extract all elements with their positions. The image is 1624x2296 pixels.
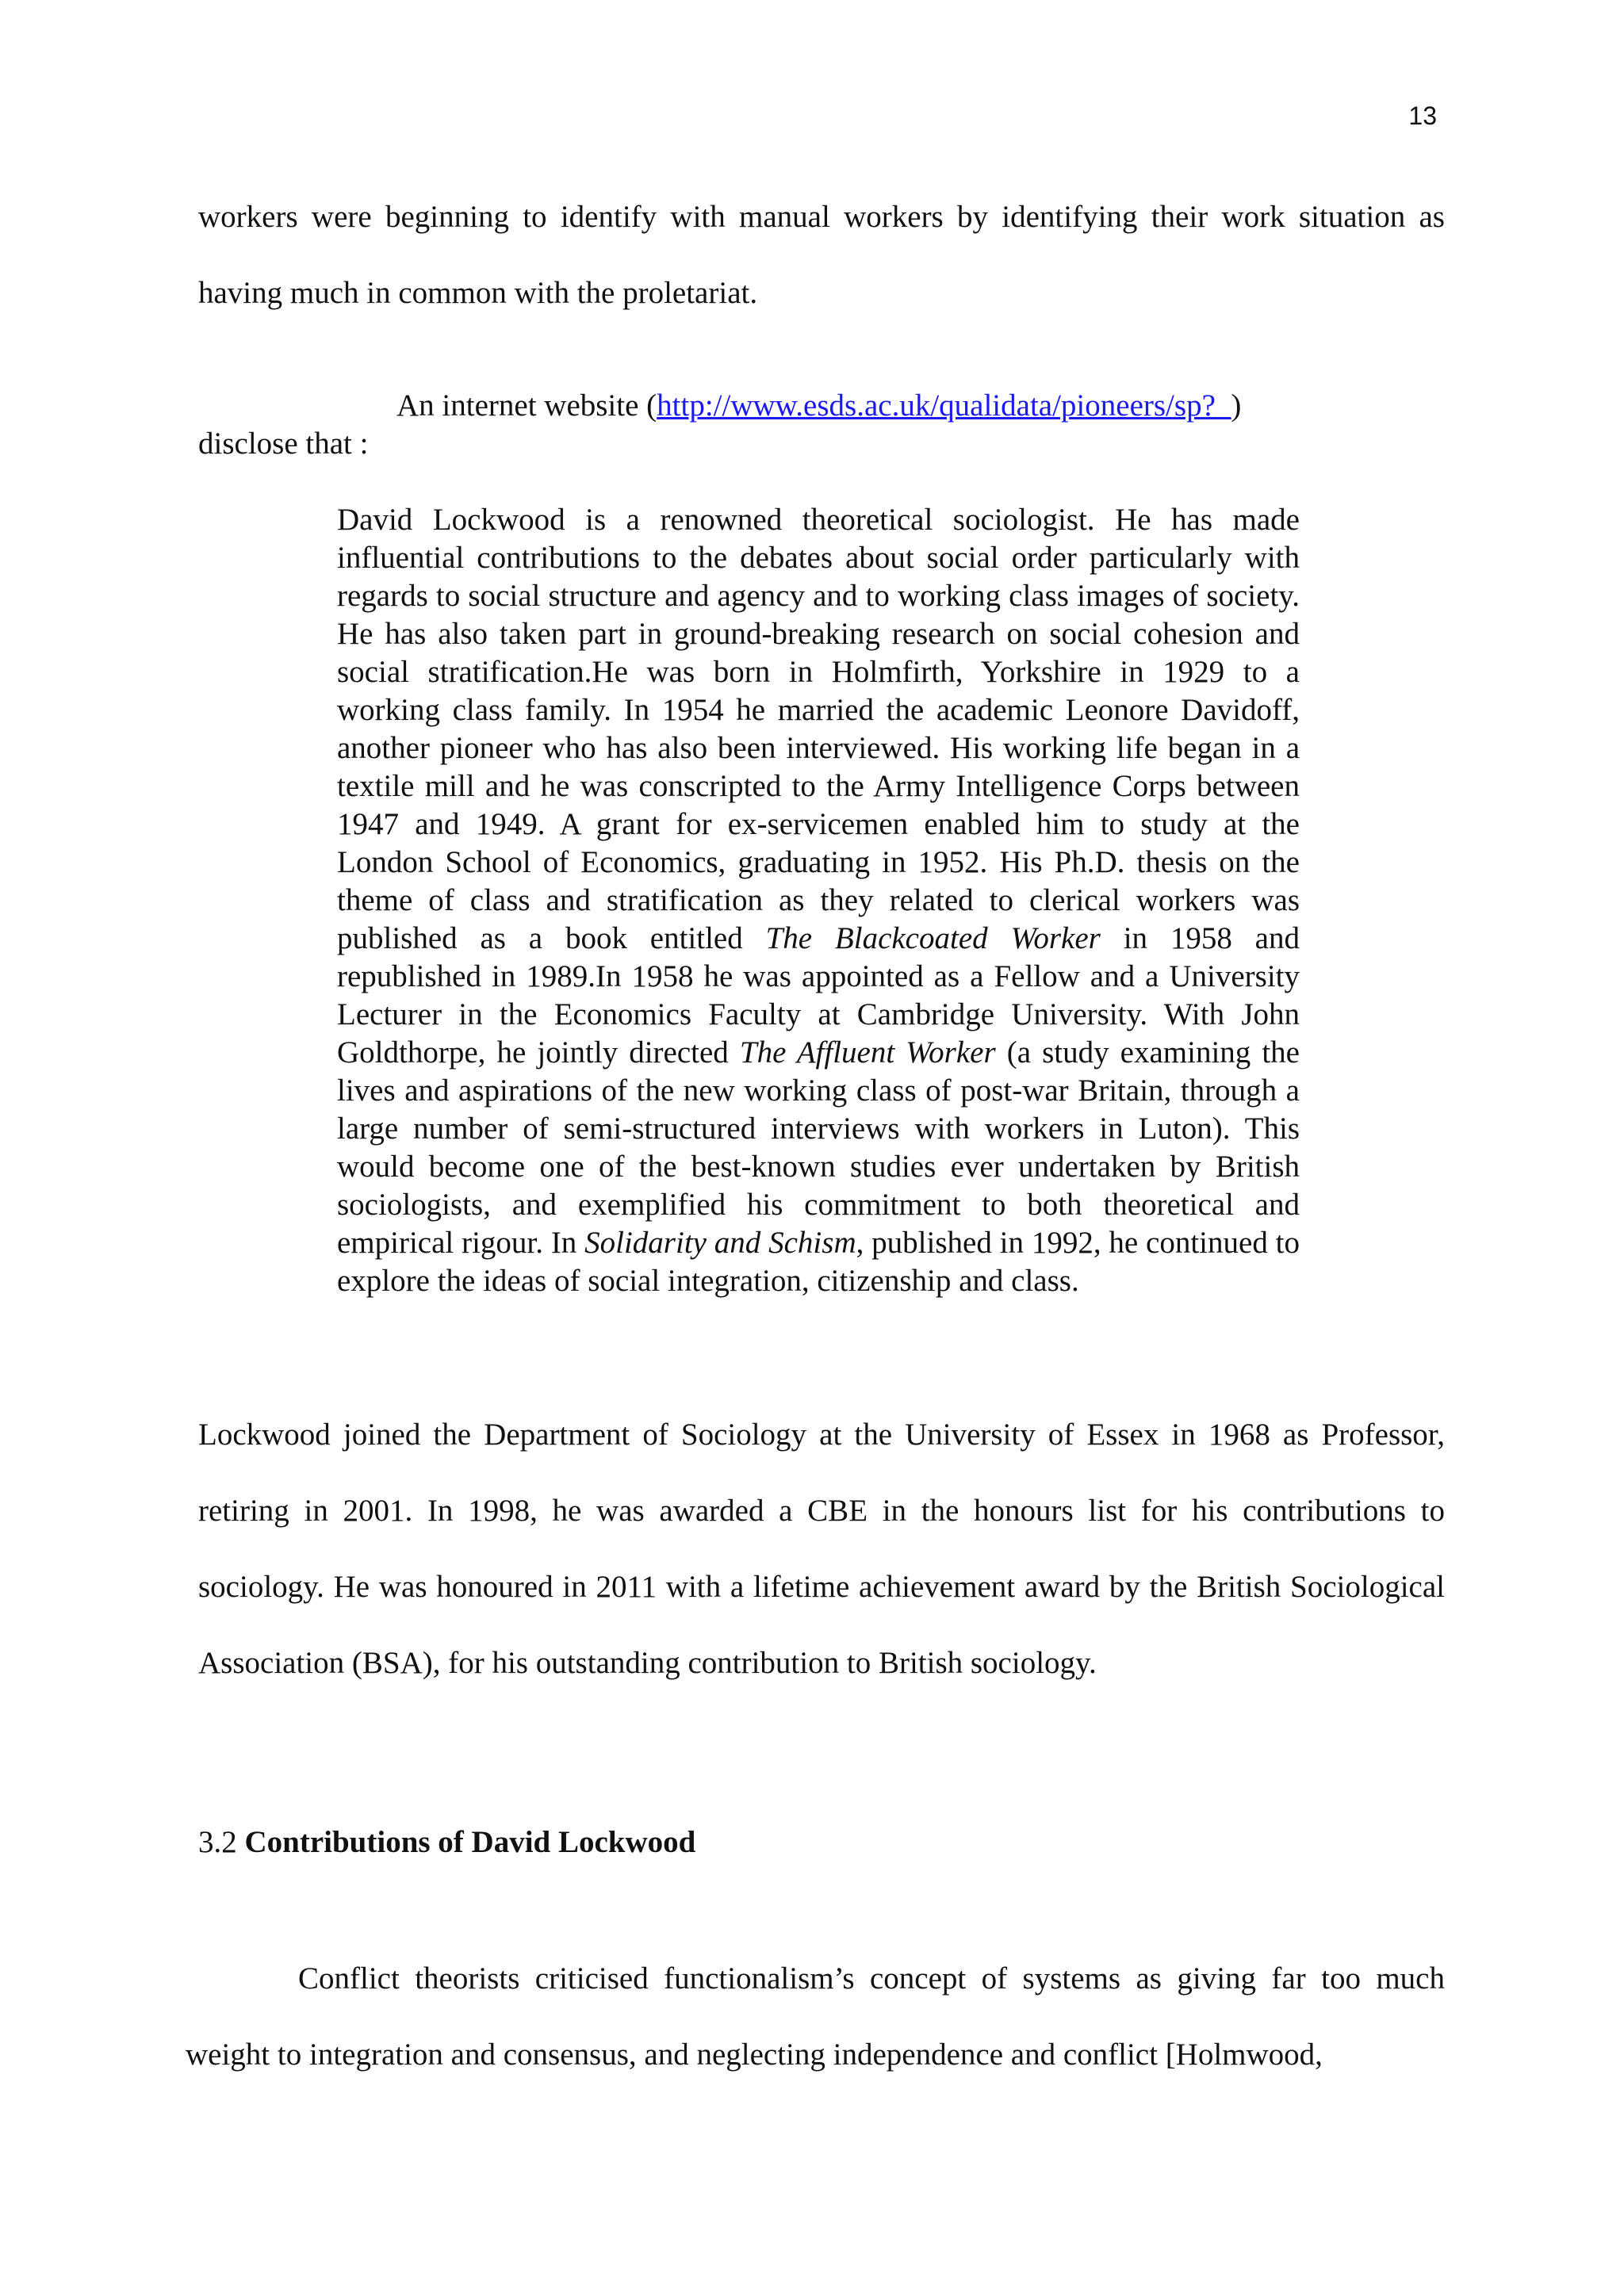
- website-lead-in: [396, 387, 1396, 425]
- section-title: Contributions of David Lockwood: [244, 1825, 696, 1859]
- paragraph-conflict-theorists: Conflict theorists criticised functionalism’s concept of systems as giving far too much weight to integration and consensus, and neglecting independence and conflict [Holmwood,: [186, 1961, 1445, 2072]
- paragraph-lockwood-essex: Lockwood joined the Department of Sociology at the University of Essex in 1968 as Professor, retiring in 2001. In 1998, he was awarded a CBE in the honours list for his contributions to sociology. He was honoured in 2011 with a lifetime achievement award by the British Sociological Association (BSA), for his outstanding contribution to British sociology.: [198, 1418, 1445, 1680]
- quote-part-3: (a study examining the lives and aspirations of the new working class of post-war Britain, through a large number of semi-structured interviews with workers in Luton). This would become one of the best-known studies ever undertaken by British sociologists, and exemplified his commitment to both theoretical and empirical rigour. In: [337, 1035, 1300, 1260]
- section-heading: [198, 1823, 695, 1862]
- disclose-text: disclose that :: [198, 427, 369, 461]
- lead-in-close: ): [1231, 388, 1242, 423]
- quote-part-1: David Lockwood is a renowned theoretical sociologist. He has made influential contributions to the debates about social order particularly with regards to social structure and agency and to working class images of society. He has also taken part in ground-breaking research on social cohesion and social stratification.He was born in Holmfirth, Yorkshire in 1929 to a working class family. In 1954 he married the academic Leonore Davidoff, another pioneer who has also been interviewed. His working life began in a textile mill and he was conscripted to the Army Intelligence Corps between 1947 and 1949. A grant for ex-servicemen enabled him to study at the London School of Economics, graduating in 1952. His Ph.D. thesis on the theme of class and stratification as they related to clerical workers was published as a book entitled: [337, 503, 1300, 955]
- quote-part-4: , published in 1992, he continued to explore the ideas of social integration, citizenship and class.: [337, 1226, 1300, 1298]
- book-title-affluent-worker: The Affluent Worker: [739, 1035, 996, 1070]
- quote-part-2: in 1958 and republished in 1989.In 1958 he was appointed as a Fellow and a University Lecturer in the Economics Faculty at Cambridge University. With John Goldthorpe, he jointly directed: [337, 921, 1300, 1070]
- website-link[interactable]: http://www.esds.ac.uk/qualidata/pioneers/sp?_: [657, 388, 1231, 423]
- book-title-blackcoated-worker: The Blackcoated Worker: [765, 921, 1101, 955]
- page-number: 13: [1408, 101, 1437, 130]
- paragraph-intro: workers were beginning to identify with manual workers by identifying their work situation as having much in common with the proletariat.: [198, 200, 1445, 310]
- book-title-solidarity-and-schism: Solidarity and Schism: [584, 1226, 856, 1260]
- block-quote: [337, 501, 1300, 1300]
- section-number: 3.2: [198, 1825, 237, 1859]
- lead-in-text: An internet website (: [396, 388, 657, 423]
